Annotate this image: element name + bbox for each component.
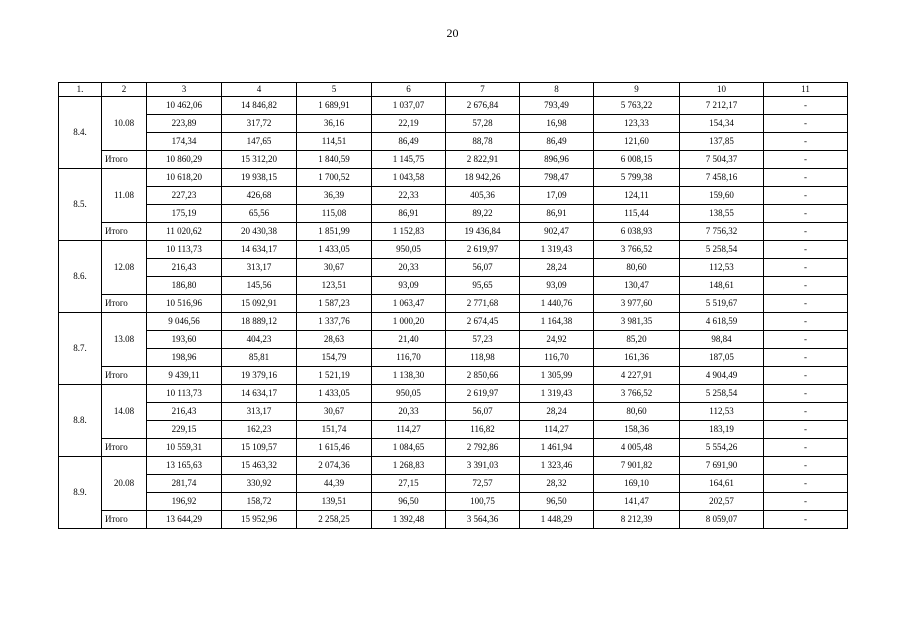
value-cell: 216,43 [147, 259, 222, 277]
item-number-cell: 8.6. [59, 241, 102, 313]
total-value-cell: 1 615,46 [297, 439, 372, 457]
total-value-cell: 1 440,76 [520, 295, 594, 313]
total-value-cell: 9 439,11 [147, 367, 222, 385]
total-value-cell: 19 436,84 [446, 223, 520, 241]
total-value-cell: 5 519,67 [680, 295, 764, 313]
value-cell: 1 037,07 [372, 97, 446, 115]
value-cell: 1 337,76 [297, 313, 372, 331]
item-number-cell: 8.9. [59, 457, 102, 529]
value-cell: - [764, 493, 848, 511]
value-cell: 313,17 [222, 259, 297, 277]
table-row [59, 313, 848, 331]
total-value-cell: 2 822,91 [446, 151, 520, 169]
value-cell: - [764, 259, 848, 277]
total-value-cell: - [764, 223, 848, 241]
value-cell: 114,51 [297, 133, 372, 151]
value-cell: 65,56 [222, 205, 297, 223]
total-value-cell: 1 587,23 [297, 295, 372, 313]
total-value-cell: 4 227,91 [594, 367, 680, 385]
value-cell: 10 113,73 [147, 385, 222, 403]
total-value-cell: 10 516,96 [147, 295, 222, 313]
value-cell: - [764, 313, 848, 331]
value-cell: 147,65 [222, 133, 297, 151]
value-cell: 2 674,45 [446, 313, 520, 331]
value-cell: 114,27 [520, 421, 594, 439]
value-cell: 56,07 [446, 259, 520, 277]
page-number: 20 [446, 26, 459, 40]
table-row [59, 133, 848, 151]
total-value-cell: 2 792,86 [446, 439, 520, 457]
total-row [59, 439, 848, 457]
value-cell: 1 319,43 [520, 241, 594, 259]
value-cell: 1 043,58 [372, 169, 446, 187]
value-cell: 1 319,43 [520, 385, 594, 403]
value-cell: - [764, 187, 848, 205]
column-header: 2 [102, 83, 147, 97]
date-cell: 20.08 [102, 457, 147, 511]
value-cell: 5 258,54 [680, 385, 764, 403]
value-cell: - [764, 403, 848, 421]
value-cell: 17,09 [520, 187, 594, 205]
table-body [59, 97, 848, 529]
value-cell: 187,05 [680, 349, 764, 367]
total-value-cell: 1 448,29 [520, 511, 594, 529]
table-row [59, 241, 848, 259]
total-value-cell: 6 008,15 [594, 151, 680, 169]
item-number-cell: 8.8. [59, 385, 102, 457]
value-cell: 162,23 [222, 421, 297, 439]
value-cell: 154,79 [297, 349, 372, 367]
value-cell: 18 889,12 [222, 313, 297, 331]
value-cell: 2 676,84 [446, 97, 520, 115]
value-cell: 123,33 [594, 115, 680, 133]
value-cell: 14 846,82 [222, 97, 297, 115]
value-cell: - [764, 169, 848, 187]
value-cell: 7 691,90 [680, 457, 764, 475]
value-cell: 19 938,15 [222, 169, 297, 187]
total-value-cell: - [764, 439, 848, 457]
value-cell: 88,78 [446, 133, 520, 151]
value-cell: 124,11 [594, 187, 680, 205]
date-cell: 12.08 [102, 241, 147, 295]
value-cell: 27,15 [372, 475, 446, 493]
value-cell: - [764, 421, 848, 439]
value-cell: 24,92 [520, 331, 594, 349]
table-row [59, 259, 848, 277]
total-value-cell: 1 392,48 [372, 511, 446, 529]
value-cell: 98,84 [680, 331, 764, 349]
total-value-cell: 10 860,29 [147, 151, 222, 169]
total-value-cell: 6 038,93 [594, 223, 680, 241]
value-cell: 1 700,52 [297, 169, 372, 187]
column-header: 9 [594, 83, 680, 97]
value-cell: 116,70 [520, 349, 594, 367]
value-cell: 36,16 [297, 115, 372, 133]
value-cell: 3 981,35 [594, 313, 680, 331]
total-value-cell: - [764, 367, 848, 385]
total-value-cell: 5 554,26 [680, 439, 764, 457]
value-cell: 1 000,20 [372, 313, 446, 331]
value-cell: 317,72 [222, 115, 297, 133]
value-cell: 139,51 [297, 493, 372, 511]
value-cell: 18 942,26 [446, 169, 520, 187]
value-cell: 30,67 [297, 259, 372, 277]
table-row [59, 457, 848, 475]
value-cell: 158,36 [594, 421, 680, 439]
item-number-cell: 8.4. [59, 97, 102, 169]
total-value-cell: 7 756,32 [680, 223, 764, 241]
total-value-cell: 15 092,91 [222, 295, 297, 313]
value-cell: 3 766,52 [594, 385, 680, 403]
value-cell: 229,15 [147, 421, 222, 439]
column-header: 6 [372, 83, 446, 97]
value-cell: 93,09 [520, 277, 594, 295]
value-cell: 57,23 [446, 331, 520, 349]
column-header: 10 [680, 83, 764, 97]
value-cell: 151,74 [297, 421, 372, 439]
value-cell: 30,67 [297, 403, 372, 421]
total-value-cell: 4 005,48 [594, 439, 680, 457]
value-cell: 130,47 [594, 277, 680, 295]
total-value-cell: 15 109,57 [222, 439, 297, 457]
total-value-cell: 15 312,20 [222, 151, 297, 169]
value-cell: 118,98 [446, 349, 520, 367]
value-cell: - [764, 241, 848, 259]
value-cell: 2 619,97 [446, 241, 520, 259]
value-cell: 112,53 [680, 259, 764, 277]
total-value-cell: - [764, 511, 848, 529]
total-value-cell: 1 461,94 [520, 439, 594, 457]
table-row [59, 421, 848, 439]
total-value-cell: 1 840,59 [297, 151, 372, 169]
total-value-cell: 2 771,68 [446, 295, 520, 313]
item-number-cell: 8.7. [59, 313, 102, 385]
value-cell: 10 113,73 [147, 241, 222, 259]
value-cell: 145,56 [222, 277, 297, 295]
total-label: Итого [102, 439, 147, 457]
value-cell: - [764, 385, 848, 403]
value-cell: 159,60 [680, 187, 764, 205]
value-cell: 121,60 [594, 133, 680, 151]
value-cell: 2 619,97 [446, 385, 520, 403]
item-number-cell: 8.5. [59, 169, 102, 241]
date-cell: 13.08 [102, 313, 147, 367]
total-value-cell: 8 059,07 [680, 511, 764, 529]
total-value-cell: 15 952,96 [222, 511, 297, 529]
total-value-cell: 3 564,36 [446, 511, 520, 529]
value-cell: 7 458,16 [680, 169, 764, 187]
value-cell: 115,08 [297, 205, 372, 223]
value-cell: 193,60 [147, 331, 222, 349]
total-row [59, 511, 848, 529]
value-cell: 7 212,17 [680, 97, 764, 115]
total-value-cell: 20 430,38 [222, 223, 297, 241]
column-header: 11 [764, 83, 848, 97]
data-table [58, 82, 848, 529]
value-cell: 404,23 [222, 331, 297, 349]
total-value-cell: 902,47 [520, 223, 594, 241]
value-cell: 798,47 [520, 169, 594, 187]
value-cell: 57,28 [446, 115, 520, 133]
value-cell: 123,51 [297, 277, 372, 295]
value-cell: 5 763,22 [594, 97, 680, 115]
value-cell: 950,05 [372, 241, 446, 259]
value-cell: 281,74 [147, 475, 222, 493]
total-row [59, 151, 848, 169]
total-value-cell: 19 379,16 [222, 367, 297, 385]
value-cell: 115,44 [594, 205, 680, 223]
total-row [59, 223, 848, 241]
table-row [59, 475, 848, 493]
total-row [59, 295, 848, 313]
value-cell: 175,19 [147, 205, 222, 223]
value-cell: 21,40 [372, 331, 446, 349]
value-cell: 216,43 [147, 403, 222, 421]
column-header: 7 [446, 83, 520, 97]
total-value-cell: 1 138,30 [372, 367, 446, 385]
date-cell: 10.08 [102, 97, 147, 151]
value-cell: 223,89 [147, 115, 222, 133]
value-cell: 28,24 [520, 403, 594, 421]
value-cell: - [764, 457, 848, 475]
value-cell: 169,10 [594, 475, 680, 493]
table-row [59, 403, 848, 421]
value-cell: - [764, 133, 848, 151]
value-cell: 9 046,56 [147, 313, 222, 331]
value-cell: 5 258,54 [680, 241, 764, 259]
total-value-cell: 8 212,39 [594, 511, 680, 529]
value-cell: 161,36 [594, 349, 680, 367]
value-cell: 20,33 [372, 259, 446, 277]
value-cell: 80,60 [594, 403, 680, 421]
value-cell: 1 323,46 [520, 457, 594, 475]
value-cell: 96,50 [520, 493, 594, 511]
value-cell: 1 433,05 [297, 241, 372, 259]
table-row [59, 97, 848, 115]
value-cell: 793,49 [520, 97, 594, 115]
value-cell: 72,57 [446, 475, 520, 493]
value-cell: 14 634,17 [222, 385, 297, 403]
total-label: Итого [102, 151, 147, 169]
value-cell: 3 391,03 [446, 457, 520, 475]
value-cell: 10 462,06 [147, 97, 222, 115]
value-cell: 86,91 [520, 205, 594, 223]
table-row [59, 115, 848, 133]
total-value-cell: 1 152,83 [372, 223, 446, 241]
value-cell: - [764, 475, 848, 493]
table-row [59, 205, 848, 223]
total-value-cell: 1 521,19 [297, 367, 372, 385]
value-cell: 16,98 [520, 115, 594, 133]
value-cell: 10 618,20 [147, 169, 222, 187]
value-cell: 86,49 [372, 133, 446, 151]
column-header: 4 [222, 83, 297, 97]
total-value-cell: 13 644,29 [147, 511, 222, 529]
value-cell: 22,19 [372, 115, 446, 133]
total-label: Итого [102, 223, 147, 241]
total-label: Итого [102, 367, 147, 385]
value-cell: 36,39 [297, 187, 372, 205]
table-row [59, 277, 848, 295]
value-cell: 116,82 [446, 421, 520, 439]
value-cell: - [764, 115, 848, 133]
value-cell: 5 799,38 [594, 169, 680, 187]
total-value-cell: 4 904,49 [680, 367, 764, 385]
total-value-cell: 11 020,62 [147, 223, 222, 241]
value-cell: 28,63 [297, 331, 372, 349]
total-value-cell: 1 084,65 [372, 439, 446, 457]
value-cell: - [764, 349, 848, 367]
total-value-cell: 2 258,25 [297, 511, 372, 529]
total-value-cell: 1 305,99 [520, 367, 594, 385]
total-value-cell: 2 850,66 [446, 367, 520, 385]
value-cell: 426,68 [222, 187, 297, 205]
total-value-cell: 3 977,60 [594, 295, 680, 313]
total-value-cell: 7 504,37 [680, 151, 764, 169]
table-row [59, 493, 848, 511]
table-row [59, 349, 848, 367]
value-cell: 85,20 [594, 331, 680, 349]
value-cell: 89,22 [446, 205, 520, 223]
value-cell: 13 165,63 [147, 457, 222, 475]
value-cell: 15 463,32 [222, 457, 297, 475]
value-cell: 114,27 [372, 421, 446, 439]
value-cell: 1 689,91 [297, 97, 372, 115]
value-cell: 116,70 [372, 349, 446, 367]
value-cell: 3 766,52 [594, 241, 680, 259]
value-cell: - [764, 205, 848, 223]
value-cell: 186,80 [147, 277, 222, 295]
total-value-cell: - [764, 295, 848, 313]
value-cell: 1 164,38 [520, 313, 594, 331]
value-cell: 227,23 [147, 187, 222, 205]
value-cell: 28,24 [520, 259, 594, 277]
value-cell: 330,92 [222, 475, 297, 493]
header-row [59, 83, 848, 97]
value-cell: 4 618,59 [680, 313, 764, 331]
value-cell: 7 901,82 [594, 457, 680, 475]
column-header: 3 [147, 83, 222, 97]
value-cell: 56,07 [446, 403, 520, 421]
table-row [59, 385, 848, 403]
value-cell: 22,33 [372, 187, 446, 205]
value-cell: 20,33 [372, 403, 446, 421]
total-label: Итого [102, 511, 147, 529]
value-cell: 950,05 [372, 385, 446, 403]
value-cell: 198,96 [147, 349, 222, 367]
value-cell: 196,92 [147, 493, 222, 511]
total-value-cell: 896,96 [520, 151, 594, 169]
value-cell: 100,75 [446, 493, 520, 511]
value-cell: 96,50 [372, 493, 446, 511]
column-header: 1. [59, 83, 102, 97]
value-cell: 405,36 [446, 187, 520, 205]
value-cell: 86,49 [520, 133, 594, 151]
value-cell: - [764, 277, 848, 295]
total-value-cell: 10 559,31 [147, 439, 222, 457]
value-cell: 95,65 [446, 277, 520, 295]
value-cell: 1 433,05 [297, 385, 372, 403]
total-value-cell: 1 851,99 [297, 223, 372, 241]
date-cell: 14.08 [102, 385, 147, 439]
total-row [59, 367, 848, 385]
value-cell: 174,34 [147, 133, 222, 151]
value-cell: 1 268,83 [372, 457, 446, 475]
value-cell: 112,53 [680, 403, 764, 421]
column-header: 8 [520, 83, 594, 97]
value-cell: 85,81 [222, 349, 297, 367]
value-cell: 164,61 [680, 475, 764, 493]
value-cell: 154,34 [680, 115, 764, 133]
total-value-cell: - [764, 151, 848, 169]
value-cell: 202,57 [680, 493, 764, 511]
value-cell: 137,85 [680, 133, 764, 151]
table-row [59, 169, 848, 187]
value-cell: 86,91 [372, 205, 446, 223]
column-header: 5 [297, 83, 372, 97]
value-cell: 28,32 [520, 475, 594, 493]
total-value-cell: 1 145,75 [372, 151, 446, 169]
total-label: Итого [102, 295, 147, 313]
value-cell: 138,55 [680, 205, 764, 223]
value-cell: 183,19 [680, 421, 764, 439]
value-cell: 14 634,17 [222, 241, 297, 259]
table-row [59, 187, 848, 205]
value-cell: 44,39 [297, 475, 372, 493]
value-cell: 80,60 [594, 259, 680, 277]
value-cell: 2 074,36 [297, 457, 372, 475]
total-value-cell: 1 063,47 [372, 295, 446, 313]
value-cell: 141,47 [594, 493, 680, 511]
table-row [59, 331, 848, 349]
date-cell: 11.08 [102, 169, 147, 223]
value-cell: - [764, 97, 848, 115]
value-cell: 158,72 [222, 493, 297, 511]
value-cell: - [764, 331, 848, 349]
value-cell: 148,61 [680, 277, 764, 295]
value-cell: 93,09 [372, 277, 446, 295]
value-cell: 313,17 [222, 403, 297, 421]
